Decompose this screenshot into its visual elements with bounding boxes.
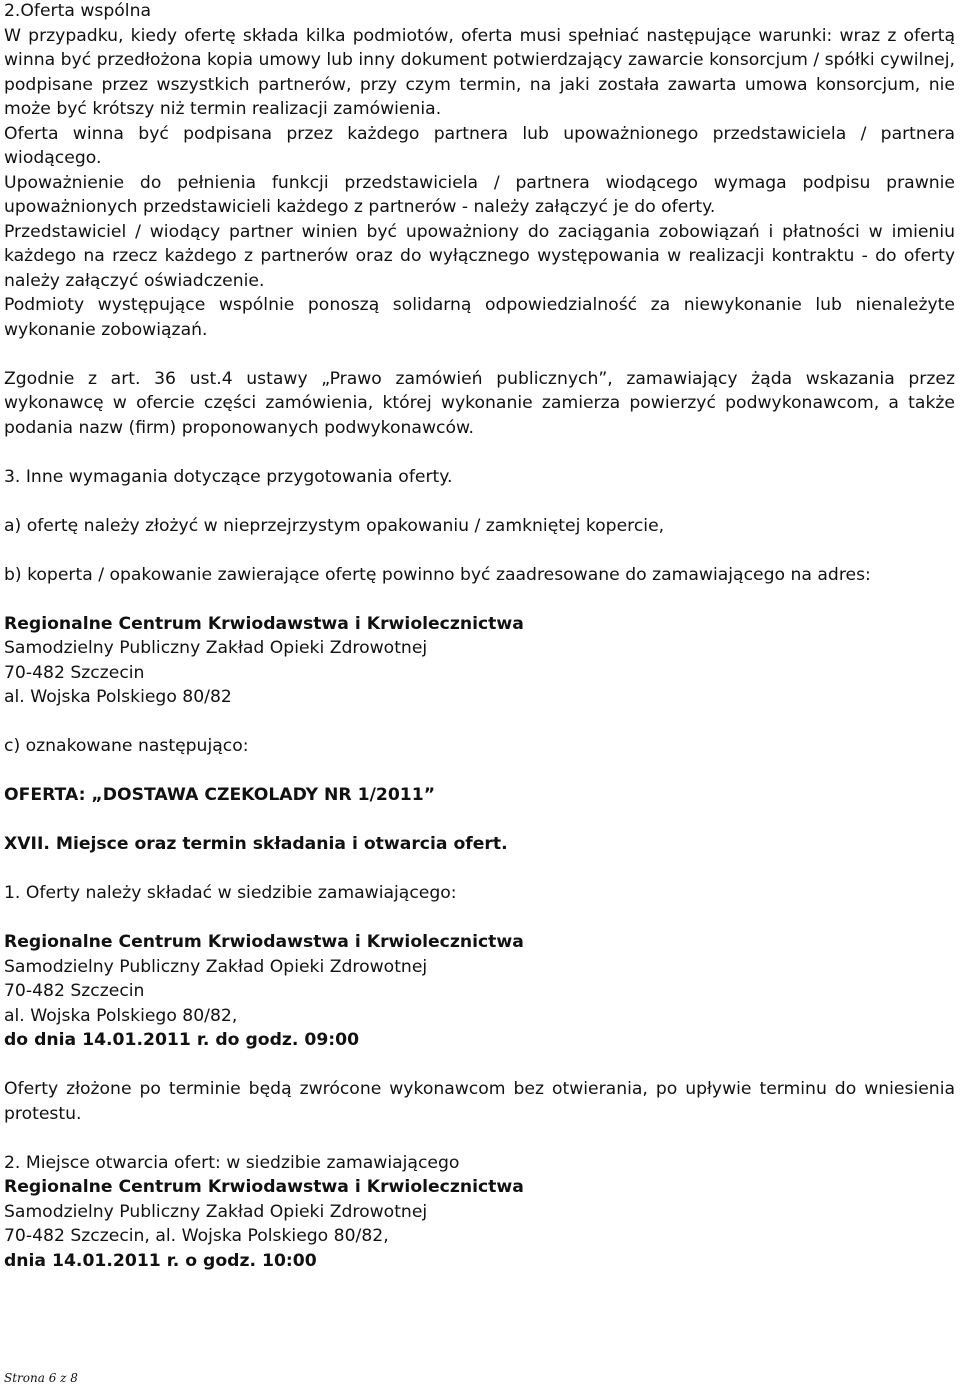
paragraph: Podmioty występujące wspólnie ponoszą solidarną odpowiedzialność za niewykonanie lub nienależyte wykonanie zobowiązań. (4, 295, 955, 340)
address-line: 70-482 Szczecin (4, 981, 145, 1001)
address-line: Samodzielny Publiczny Zakład Opieki Zdrowotnej (4, 638, 428, 658)
institution-name: Regionalne Centrum Krwiodawstwa i Krwiolecznictwa (4, 1177, 524, 1197)
address-block (4, 612, 955, 710)
paragraph: Przedstawiciel / wiodący partner winien być upoważniony do zaciągania zobowiązań i płatności w imieniu każdego na rzecz każdego z partnerów oraz do wyłącznego występowania w realizacji kontraktu - do oferty należy załączyć oświadczenie. (4, 221, 955, 291)
paragraph: Upoważnienie do pełnienia funkcji przedstawiciela / partnera wiodącego wymaga podpisu prawnie upoważnionych przedstawicieli każdego z partnerów - należy załączyć je do oferty. (4, 172, 955, 217)
spacer (4, 759, 955, 784)
section-title: XVII. Miejsce oraz termin składania i otwarcia ofert. (4, 834, 508, 854)
section-title: 3. Inne wymagania dotyczące przygotowania oferty. (4, 466, 453, 487)
page-number: Strona 6 z 8 (4, 1371, 78, 1385)
list-item: c) oznakowane następująco: (4, 736, 249, 756)
institution-name: Regionalne Centrum Krwiodawstwa i Krwiolecznictwa (4, 613, 524, 634)
spacer (4, 857, 955, 882)
paragraph: Oferta winna być podpisana przez każdego partnera lub upoważnionego przedstawiciela / partnera wiodącego. (4, 123, 955, 168)
institution-name: Regionalne Centrum Krwiodawstwa i Krwiolecznictwa (4, 932, 524, 952)
list-item: 1. Oferty należy składać w siedzibie zamawiającego: (4, 883, 457, 903)
spacer (4, 587, 955, 612)
paragraph: W przypadku, kiedy ofertę składa kilka podmiotów, oferta musi spełniać następujące warunki: wraz z ofertą winna być przedłożona kopia umowy lub inny dokument potwierdzający zawarcie konsorcjum / spółki cywilnej, podpisane przez wszystkich partnerów, przy czym termin, na jaki została zawarta umowa konsorcjum, nie może być krótszy niż termin realizacji zamówienia. (4, 25, 955, 119)
section-title: 2.Oferta wspólna (4, 1, 151, 21)
address-block (4, 1175, 955, 1273)
opening-date: dnia 14.01.2011 r. o godz. 10:00 (4, 1250, 317, 1271)
spacer (4, 440, 955, 465)
paragraph: Zgodnie z art. 36 ust.4 ustawy „Prawo zamówień publicznych”, zamawiający żąda wskazania przez wykonawcę w ofercie części zamówienia, której wykonanie zamierza powierzyć podwykonawcom, a także podania nazw (firm) proponowanych podwykonawców. (4, 368, 955, 438)
document-page (4, 0, 955, 1273)
paragraph: Oferty złożone po terminie będą zwrócone wykonawcom bez otwierania, po upływie terminu do wniesienia protestu. (4, 1079, 955, 1124)
spacer (4, 1053, 955, 1078)
deadline: do dnia 14.01.2011 r. do godz. 09:00 (4, 1030, 360, 1050)
address-line: Samodzielny Publiczny Zakład Opieki Zdrowotnej (4, 1201, 428, 1222)
address-line: Samodzielny Publiczny Zakład Opieki Zdrowotnej (4, 956, 428, 977)
list-item: b) koperta / opakowanie zawierające ofertę powinno być zaadresowane do zamawiającego na adres: (4, 564, 871, 585)
offer-marking: OFERTA: „DOSTAWA CZEKOLADY NR 1/2011” (4, 785, 436, 805)
address-line: 70-482 Szczecin (4, 662, 145, 683)
address-line: al. Wojska Polskiego 80/82, (4, 1005, 238, 1026)
spacer (4, 906, 955, 931)
list-item: a) ofertę należy złożyć w nieprzejrzystym opakowaniu / zamkniętej kopercie, (4, 515, 665, 536)
address-block (4, 930, 955, 1053)
spacer (4, 538, 955, 563)
list-item: 2. Miejsce otwarcia ofert: w siedzibie zamawiającego (4, 1152, 460, 1173)
spacer (4, 808, 955, 833)
address-line: 70-482 Szczecin, al. Wojska Polskiego 80/82, (4, 1226, 389, 1246)
spacer (4, 1126, 955, 1151)
spacer (4, 710, 955, 735)
address-line: al. Wojska Polskiego 80/82 (4, 687, 232, 707)
spacer (4, 342, 955, 367)
spacer (4, 489, 955, 514)
